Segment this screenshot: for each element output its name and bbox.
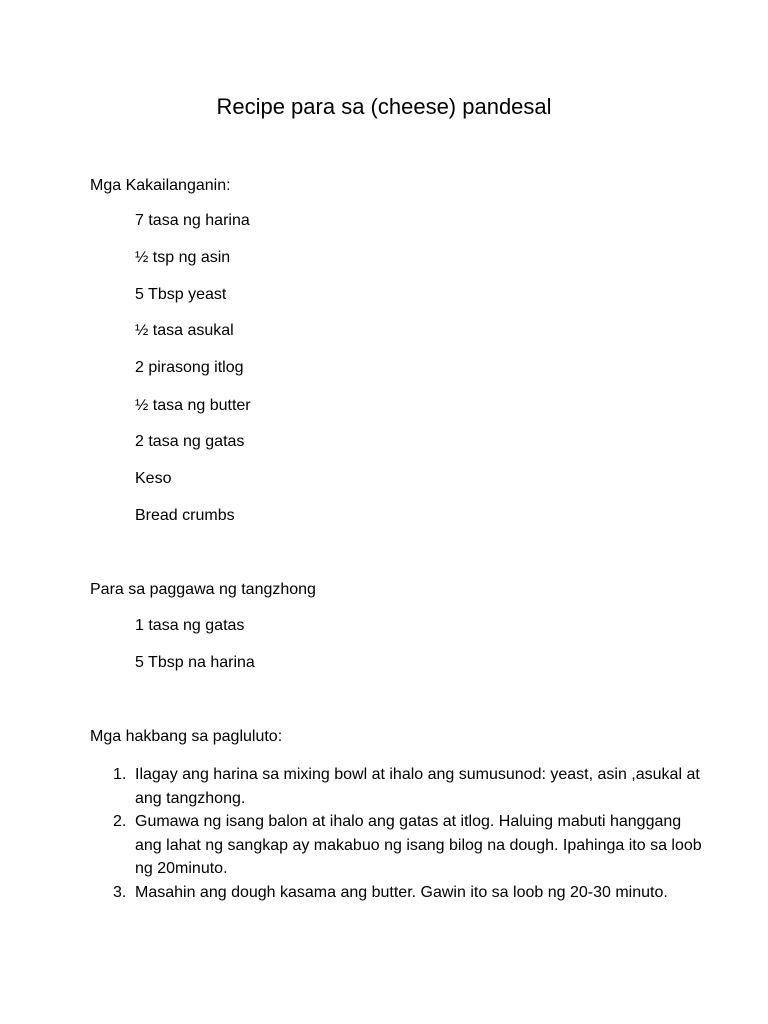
ingredient-item: ½ tasa asukal	[135, 322, 234, 339]
step-number: 1.	[113, 766, 127, 783]
ingredient-item: 7 tasa ng harina	[135, 212, 250, 229]
tangzhong-item: 1 tasa ng gatas	[135, 617, 245, 634]
procedure-step	[90, 810, 710, 881]
step-text: Gumawa ng isang balon at ihalo ang gatas at itlog. Haluing mabuti hanggang ang lahat ng sangkap ay makabuo ng isang bilog na dough. Ipahinga ito sa loob ng 20minuto.	[135, 813, 702, 877]
ingredient-item: ½ tasa ng butter	[135, 397, 251, 414]
ingredient-item: 2 tasa ng gatas	[135, 433, 245, 450]
procedure-heading: Mga hakbang sa pagluluto:	[90, 728, 283, 745]
ingredients-heading: Mga Kakailanganin:	[90, 177, 231, 194]
ingredient-item: 2 pirasong itlog	[135, 359, 244, 376]
page-title: Recipe para sa (cheese) pandesal	[216, 94, 552, 119]
procedure-step	[90, 763, 710, 810]
ingredient-item: ½ tsp ng asin	[135, 249, 231, 266]
procedure-steps-list	[90, 763, 710, 904]
ingredient-item: 5 Tbsp yeast	[135, 286, 227, 303]
ingredient-item: Bread crumbs	[135, 507, 235, 524]
procedure-step	[90, 881, 710, 905]
step-number: 3.	[113, 883, 127, 901]
step-number: 2.	[113, 813, 127, 830]
tangzhong-item: 5 Tbsp na harina	[135, 654, 255, 671]
step-text: Masahin ang dough kasama ang butter. Gawin ito sa loob ng 20-30 minuto.	[135, 883, 668, 901]
step-text: Ilagay ang harina sa mixing bowl at ihalo ang sumusunod: yeast, asin ,asukal at ang tangzhong.	[135, 766, 700, 807]
ingredient-item: Keso	[135, 470, 172, 487]
tangzhong-heading: Para sa paggawa ng tangzhong	[90, 581, 316, 598]
